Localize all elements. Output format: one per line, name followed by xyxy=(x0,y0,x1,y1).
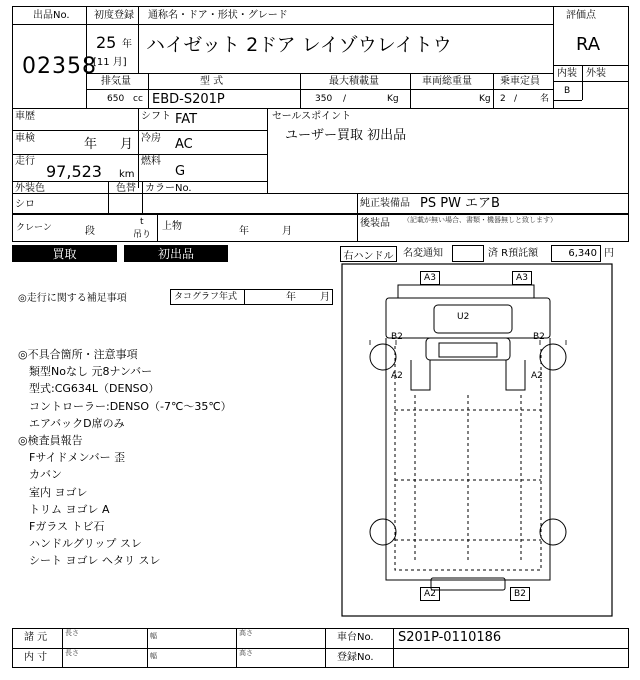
inspection-year-unit: 年 xyxy=(84,137,98,152)
rating-label: 評価点 xyxy=(566,10,596,21)
mileage-label: 走行 xyxy=(15,156,35,167)
max-load-unit: Kg xyxy=(387,94,399,104)
ext-color-value: シロ xyxy=(15,199,35,210)
note-line: 類型Noなし 元8ナンバー xyxy=(18,365,153,379)
footer-height-2: 高さ xyxy=(239,649,253,657)
recycle-value: 6,340 xyxy=(551,245,601,262)
mark-u2: U2 xyxy=(457,312,470,322)
note-line: シート ヨゴレ ヘタリ スレ xyxy=(18,554,161,568)
capacity-label: 乗車定員 xyxy=(500,76,540,87)
aftermarket-label: 後装品 xyxy=(360,218,390,229)
sales-point-label: セールスポイント xyxy=(272,111,352,122)
mileage-unit: km xyxy=(119,169,135,180)
model-value: EBD-S201P xyxy=(152,92,225,107)
note-line: エアバックD席のみ xyxy=(18,416,125,430)
capacity-sep: / xyxy=(514,94,518,104)
note-line: ◎不具合箇所・注意事項 xyxy=(18,348,138,361)
footer-width-1: 幅 xyxy=(150,632,157,640)
first-reg-month: [11 月] xyxy=(93,57,127,68)
footer-specs-label: 諸 元 xyxy=(24,632,48,643)
tacho-year-unit: 年 xyxy=(286,292,296,303)
rating-value: RA xyxy=(576,34,601,55)
mark-a2-bottom: A2 xyxy=(420,587,440,601)
footer-len-2: 長さ xyxy=(65,649,79,657)
shift-label: シフト xyxy=(141,111,171,122)
color-change-label: 色替 xyxy=(116,183,136,194)
lot-no-value: 02358 xyxy=(22,54,97,79)
note-line: トリム ヨゴレ A xyxy=(18,502,110,516)
shift-value: FAT xyxy=(175,112,198,127)
upper-label: 上物 xyxy=(162,221,182,232)
mark-b2-bottom: B2 xyxy=(510,587,530,601)
note-line: Fサイドメンバー 歪 xyxy=(18,451,126,465)
footer-height-1: 高さ xyxy=(239,629,253,637)
tacho-month-unit: 月 xyxy=(320,292,330,303)
exterior-label: 外装 xyxy=(586,68,606,79)
note-line: カバン xyxy=(18,468,62,482)
crane-dan: 段 xyxy=(85,226,95,237)
right-handle-box: 右ハンドル xyxy=(340,246,397,262)
upper-year-unit: 年 xyxy=(239,226,249,237)
max-load-value: 350 xyxy=(315,94,333,104)
lot-no-label: 出品No. xyxy=(33,10,70,21)
displacement-label: 排気量 xyxy=(101,76,131,87)
upper-month-unit: 月 xyxy=(282,226,292,237)
tacho-label: タコグラフ年式 xyxy=(174,292,238,302)
inspection-label: 車検 xyxy=(15,133,35,144)
sales-point-text: ユーザー買取 初出品 xyxy=(285,128,407,143)
mark-a2-right: A2 xyxy=(531,371,543,381)
note-line: ハンドルグリップ スレ xyxy=(18,537,142,551)
gross-unit: Kg xyxy=(479,94,491,104)
fuel-value: G xyxy=(175,164,186,179)
gross-weight-label: 車両総重量 xyxy=(422,76,472,87)
footer-interior-label: 内 寸 xyxy=(24,652,48,663)
first-reg-label: 初度登録 xyxy=(94,10,134,21)
model-header: 通称名・ドア・形状・グレード xyxy=(148,10,288,21)
capacity-unit: 名 xyxy=(540,94,550,104)
tacho-title: ◎走行に関する補足事項 xyxy=(18,293,127,304)
footer-width-2: 幅 xyxy=(150,652,157,660)
interior-label: 内装 xyxy=(557,68,577,79)
mark-b2-right: B2 xyxy=(533,332,545,342)
max-load-label: 最大積載量 xyxy=(329,76,379,87)
recycle-unit: 円 xyxy=(604,248,614,259)
mileage-value: 97,523 xyxy=(46,162,102,181)
interior-value: B xyxy=(564,86,571,96)
car-name: ハイゼット 2ドア レイゾウレイトウ xyxy=(146,34,452,56)
first-reg-year-unit: 年 xyxy=(122,39,132,50)
crane-label: クレーン xyxy=(16,223,52,233)
mark-a3-right: A3 xyxy=(512,271,532,285)
color-no-label: カラーNo. xyxy=(145,183,192,194)
note-line: コントローラー:DENSO（-7℃～35℃） xyxy=(18,399,232,413)
note-line: Fガラス トビ石 xyxy=(18,520,105,534)
mark-b2-left: B2 xyxy=(391,332,403,342)
kaitori-badge: 買取 xyxy=(12,245,117,262)
aircon-value: AC xyxy=(175,137,193,152)
name-change-label: 名変通知 xyxy=(403,248,443,259)
history-label: 車歴 xyxy=(15,111,35,122)
inspection-month-unit: 月 xyxy=(120,137,134,152)
frame-no-value: S201P-0110186 xyxy=(398,630,502,645)
displacement-unit: cc xyxy=(133,94,143,104)
aftermarket-note: （記載が無い場合、書類・機器無しと致します） xyxy=(403,216,557,224)
shuppin-badge: 初出品 xyxy=(124,245,228,262)
first-reg-year: 25 xyxy=(96,33,117,52)
equipment-value: PS PW エアB xyxy=(420,196,500,211)
displacement-value: 650 xyxy=(107,94,125,104)
mark-a2-left: A2 xyxy=(391,371,403,381)
fuel-label: 燃料 xyxy=(141,156,161,167)
mark-a3-left: A3 xyxy=(420,271,440,285)
model-label: 型 式 xyxy=(200,76,224,87)
capacity-value: 2 xyxy=(500,94,506,104)
note-line: ◎検査員報告 xyxy=(18,434,83,448)
note-line: 型式:CG634L（DENSO） xyxy=(18,382,160,396)
crane-tsuri: 吊り xyxy=(133,230,152,240)
aircon-label: 冷房 xyxy=(141,133,161,144)
footer-len-1: 長さ xyxy=(65,629,79,637)
reg-no-label: 登録No. xyxy=(337,652,374,663)
note-line: 室内 ヨゴレ xyxy=(18,485,88,499)
recycle-label: 済 R預託額 xyxy=(488,248,539,259)
frame-no-label: 車台No. xyxy=(337,632,374,643)
equipment-label: 純正装備品 xyxy=(360,198,410,209)
ext-color-label: 外装色 xyxy=(15,183,45,194)
crane-t: t xyxy=(140,217,144,227)
